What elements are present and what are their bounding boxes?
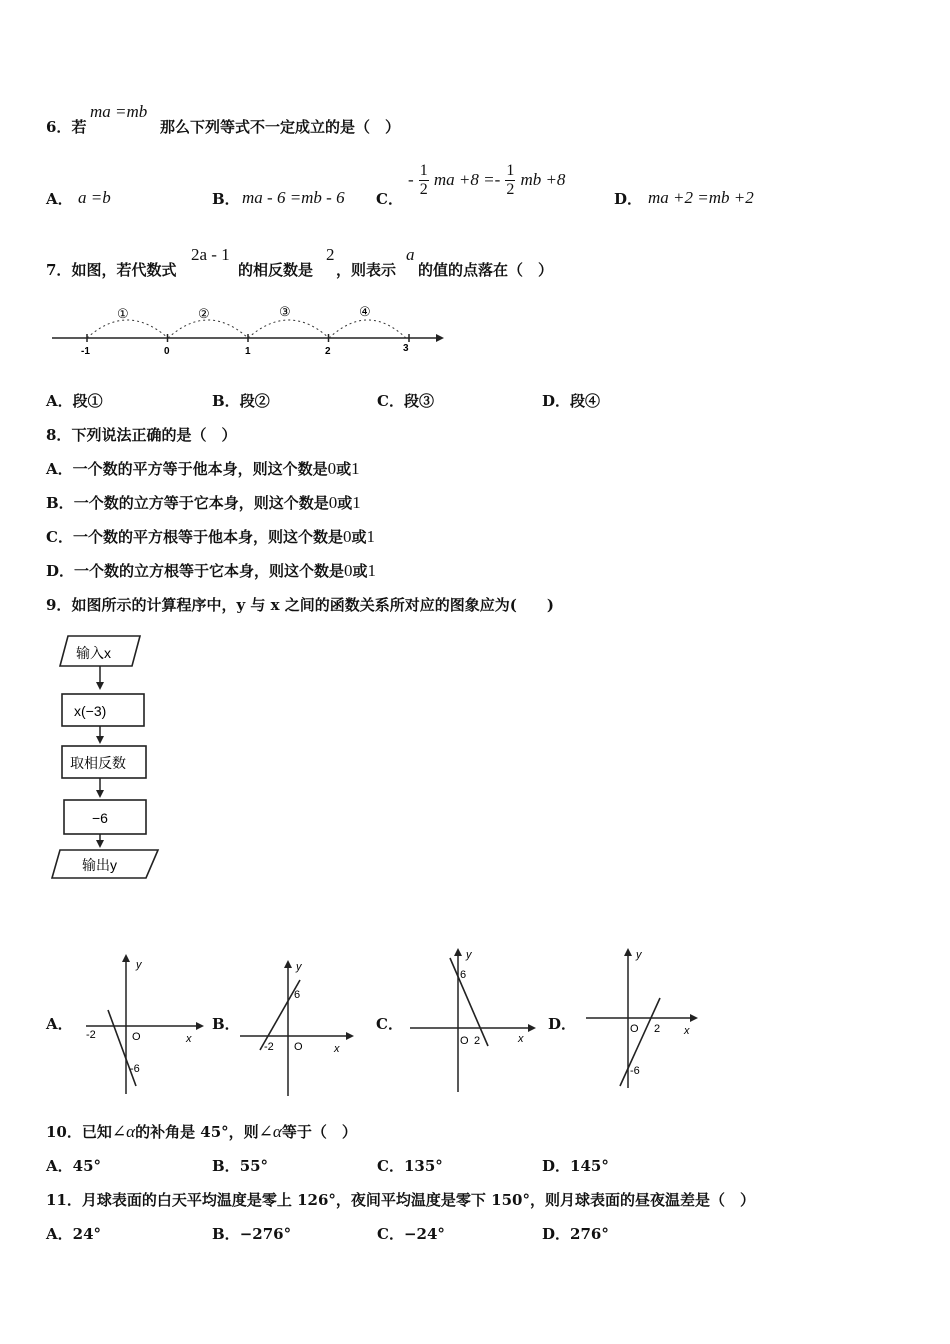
q11-d-letter: D． xyxy=(542,1225,571,1243)
q7-num: 7． xyxy=(46,261,72,279)
x-label: x xyxy=(186,1033,192,1045)
q6-stem: 那么下列等式不一定成立的是（ ） xyxy=(160,118,401,136)
segment-label-4: ④ xyxy=(359,304,371,319)
q7-number-line xyxy=(46,296,446,358)
q10-angle-2: ∠α xyxy=(258,1122,282,1141)
q8-b-or: 或 xyxy=(337,494,353,512)
x-intercept-label: 2 xyxy=(654,1023,661,1035)
frac-num: 1 xyxy=(419,162,428,179)
q10-text-a: 已知 xyxy=(81,1123,112,1141)
q7-c-text: 段③ xyxy=(403,392,434,410)
q6-option-c-letter[interactable]: C． xyxy=(376,190,403,208)
q11-option-d[interactable] xyxy=(542,1223,609,1244)
q7-text-d: 的值的点落在（ ） xyxy=(418,261,554,279)
y-arrow xyxy=(284,960,292,968)
q7-a-letter: A． xyxy=(46,392,73,410)
q7-option-c[interactable] xyxy=(377,390,434,411)
q8-option-c[interactable] xyxy=(46,526,375,547)
origin-label: O xyxy=(460,1035,469,1047)
y-intercept-label: -6 xyxy=(630,1065,640,1077)
q10-angle: ∠α xyxy=(111,1122,136,1141)
q8-stem-line xyxy=(46,424,236,445)
y-arrow xyxy=(454,948,462,956)
q11-option-a[interactable] xyxy=(46,1223,101,1244)
q8-d-or: 或 xyxy=(352,562,368,580)
q6-c-sign: - xyxy=(408,170,414,189)
q7-d-letter: D． xyxy=(542,392,571,410)
segment-arc-3 xyxy=(248,320,329,338)
q11-option-c[interactable] xyxy=(377,1223,445,1244)
q10-c-text: 135° xyxy=(403,1157,443,1175)
flow-arrowhead-2 xyxy=(96,736,104,744)
q6-prefix: 若 xyxy=(71,118,87,136)
x-arrow xyxy=(528,1024,536,1032)
tick-label-3: 3 xyxy=(403,343,409,354)
q10-text-c: 等于（ ） xyxy=(281,1123,357,1141)
q10-a-letter: A． xyxy=(46,1157,73,1175)
q10-d-letter: D． xyxy=(542,1157,571,1175)
tick-label-1: 1 xyxy=(245,346,251,357)
q10-option-b[interactable] xyxy=(212,1155,268,1176)
q11-stem-line xyxy=(46,1189,755,1210)
y-arrow xyxy=(624,948,632,956)
q6-option-a-letter[interactable]: A． xyxy=(46,190,73,208)
segment-arc-1 xyxy=(87,320,168,338)
flow-arrowhead-3 xyxy=(96,790,104,798)
q8-option-d[interactable] xyxy=(46,560,376,581)
q7-number xyxy=(46,259,176,280)
q9-stem-line xyxy=(46,594,554,615)
q9-option-d-letter[interactable]: D． xyxy=(548,1015,577,1033)
q8-d-text: 一个数的立方根等于它本身，则这个数是 xyxy=(74,562,345,580)
frac-den: 2 xyxy=(419,181,428,198)
q9-number: 9． xyxy=(46,596,72,614)
q10-a-text: 45° xyxy=(72,1157,102,1175)
q7-c-letter: C． xyxy=(377,392,404,410)
q8-b-letter: B． xyxy=(46,494,74,512)
segment-label-3: ③ xyxy=(279,304,291,319)
tick-label-2: 2 xyxy=(325,346,331,357)
q9-graph-b xyxy=(236,954,360,1100)
segment-arc-2 xyxy=(168,320,248,338)
q9-graph-d xyxy=(582,942,704,1092)
q7-d-text: 段④ xyxy=(570,392,601,410)
x-label: x xyxy=(518,1033,524,1045)
tick-label-0: 0 xyxy=(164,346,170,357)
q7-text-b: 的相反数是 xyxy=(238,261,314,279)
q10-b-text: 55° xyxy=(239,1157,269,1175)
x-label: x xyxy=(334,1043,340,1055)
y-intercept-label: -6 xyxy=(130,1063,140,1075)
q6-c-frac-1 xyxy=(419,162,429,199)
q6-option-a-expr: a =b xyxy=(78,188,111,207)
q10-option-a[interactable] xyxy=(46,1155,101,1176)
x-intercept-label: -2 xyxy=(264,1041,274,1053)
q8-number: 8． xyxy=(46,426,72,444)
q9-option-b-letter[interactable]: B． xyxy=(212,1015,240,1033)
function-line xyxy=(450,958,488,1046)
q11-a-text: 24° xyxy=(72,1225,102,1243)
q6-option-b-expr: ma - 6 =mb - 6 xyxy=(242,188,345,207)
tick-label-m1: -1 xyxy=(81,346,90,357)
q7-option-d[interactable] xyxy=(542,390,600,411)
q8-b-text: 一个数的立方等于它本身，则这个数是 xyxy=(73,494,329,512)
q8-a-n2: 1 xyxy=(351,459,360,478)
origin-label: O xyxy=(132,1031,141,1043)
q8-c-n2: 1 xyxy=(366,527,375,546)
q9-graph-c xyxy=(406,942,540,1098)
q6-option-d-letter[interactable]: D． xyxy=(614,190,643,208)
flow-subtract-label: −6 xyxy=(92,810,108,826)
flow-arrowhead-4 xyxy=(96,840,104,848)
q11-b-letter: B． xyxy=(212,1225,240,1243)
q10-c-letter: C． xyxy=(377,1157,404,1175)
q6-c-frac-2 xyxy=(505,162,515,199)
q11-d-text: 276° xyxy=(570,1225,609,1243)
flow-negate-label: 取相反数 xyxy=(70,755,126,771)
q7-option-b[interactable] xyxy=(212,390,270,411)
q8-a-letter: A． xyxy=(46,460,73,478)
y-label: y xyxy=(466,949,472,961)
q7-text-a: 如图，若代数式 xyxy=(71,261,177,279)
q9-option-a-letter[interactable]: A． xyxy=(46,1015,73,1033)
q6-option-b-letter[interactable]: B． xyxy=(212,190,240,208)
q10-number: 10． xyxy=(46,1123,82,1141)
q8-c-n1: 0 xyxy=(342,527,352,546)
flow-input-label: 输入x xyxy=(76,645,111,661)
q6-c-right: mb +8 xyxy=(520,170,566,189)
flow-output-label: 输出y xyxy=(82,857,117,873)
q11-stem: 月球表面的白天平均温度是零上 126°，夜间平均温度是零下 150°，则月球表面的昼夜温差是（ ） xyxy=(81,1191,755,1209)
q7-b-letter: B． xyxy=(212,392,240,410)
q8-option-b[interactable] xyxy=(46,492,361,513)
q7-expr-text: 2a - 1 xyxy=(191,245,230,264)
y-arrow xyxy=(122,954,130,962)
q7-a-text: 段① xyxy=(72,392,103,410)
q8-a-text: 一个数的平方等于他本身，则这个数是 xyxy=(72,460,328,478)
origin-label: O xyxy=(630,1023,639,1035)
q6-c-mid: ma +8 =- xyxy=(433,170,501,189)
y-intercept-label: 6 xyxy=(460,969,467,981)
q8-b-n1: 0 xyxy=(328,493,338,512)
q6-condition: ma =mb xyxy=(90,102,148,121)
frac-den: 2 xyxy=(506,181,515,198)
q8-c-letter: C． xyxy=(46,528,73,546)
q9-stem: 如图所示的计算程序中，y 与 x 之间的函数关系所对应的图象应为( ) xyxy=(71,596,554,614)
q11-b-text: −276° xyxy=(239,1225,292,1243)
q6-option-c-expr xyxy=(408,162,565,199)
q7-option-a[interactable] xyxy=(46,390,103,411)
q11-c-text: −24° xyxy=(403,1225,445,1243)
flow-arrowhead-1 xyxy=(96,682,104,690)
q8-stem: 下列说法正确的是（ ） xyxy=(71,426,237,444)
frac-num: 1 xyxy=(506,162,515,179)
flow-multiply-label: x(−3) xyxy=(74,703,107,719)
q10-option-d[interactable] xyxy=(542,1155,609,1176)
segment-label-2: ② xyxy=(198,306,210,321)
q7-var: a xyxy=(406,245,415,264)
q8-d-n2: 1 xyxy=(367,561,377,580)
q10-text-b: 的补角是 45°，则 xyxy=(135,1123,259,1141)
q10-stem-line xyxy=(46,1121,357,1142)
segment-label-1: ① xyxy=(117,306,129,321)
q10-b-letter: B． xyxy=(212,1157,240,1175)
q8-d-n1: 0 xyxy=(344,561,353,580)
y-label: y xyxy=(636,949,642,961)
function-line xyxy=(620,998,660,1086)
number-line-arrow xyxy=(436,334,444,342)
q7-expr xyxy=(191,245,230,265)
q7-text-c: ，则表示 xyxy=(336,261,397,279)
x-intercept-label: 2 xyxy=(474,1035,481,1047)
y-intercept-label: 6 xyxy=(294,989,301,1001)
q7-b-text: 段② xyxy=(239,392,270,410)
q9-flowchart xyxy=(46,628,166,884)
q11-option-b[interactable] xyxy=(212,1223,291,1244)
q7-value: 2 xyxy=(326,245,335,264)
segment-arc-4 xyxy=(329,320,406,338)
q6-number: 6． xyxy=(46,118,72,136)
q11-a-letter: A． xyxy=(46,1225,73,1243)
q8-option-a[interactable] xyxy=(46,458,360,479)
q6-option-d-expr: ma +2 =mb +2 xyxy=(648,188,754,207)
x-arrow xyxy=(346,1032,354,1040)
q11-c-letter: C． xyxy=(377,1225,404,1243)
q8-d-letter: D． xyxy=(46,562,75,580)
q6-stem-line xyxy=(46,116,86,137)
q8-a-n1: 0 xyxy=(327,459,337,478)
q8-c-or: 或 xyxy=(351,528,367,546)
origin-label: O xyxy=(294,1041,303,1053)
y-label: y xyxy=(136,959,142,971)
q9-graph-a xyxy=(82,948,206,1098)
x-arrow xyxy=(690,1014,698,1022)
x-arrow xyxy=(196,1022,204,1030)
q8-a-or: 或 xyxy=(336,460,352,478)
y-label: y xyxy=(296,961,302,973)
q11-number: 11． xyxy=(46,1191,82,1209)
q9-option-c-letter[interactable]: C． xyxy=(376,1015,403,1033)
x-intercept-label: -2 xyxy=(86,1029,96,1041)
q10-d-text: 145° xyxy=(570,1157,609,1175)
x-label: x xyxy=(684,1025,690,1037)
q8-c-text: 一个数的平方根等于他本身，则这个数是 xyxy=(72,528,343,546)
q8-b-n2: 1 xyxy=(352,493,361,512)
q10-option-c[interactable] xyxy=(377,1155,443,1176)
